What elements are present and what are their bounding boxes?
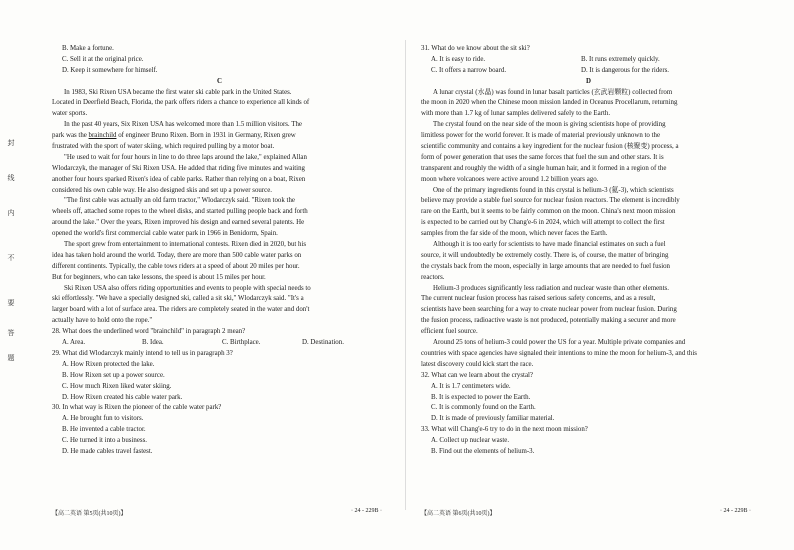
option-item[interactable]: B. Idea. xyxy=(142,339,164,347)
text-line: opened the world's first commercial cable water park in 1966 in Benidorm, Spain. xyxy=(52,230,278,238)
option-line: D. How Rixen created his cable water park. xyxy=(62,393,183,401)
option-line: D. He made cables travel fastest. xyxy=(62,447,153,455)
text-line: But for beginners, who can take lessons, the speed is about 15 miles per hour. xyxy=(52,273,266,281)
text-line: the crystals back from the moon, especially in large amounts that are needed to fuel fusion xyxy=(421,262,671,270)
text-line: 33. What will Chang'e-6 try to do in the next moon mission? xyxy=(421,426,588,434)
option-line: D. It is made of previously familiar material. xyxy=(431,415,555,423)
option-item[interactable]: B. It runs extremely quickly. xyxy=(581,55,660,63)
margin-char: 要 xyxy=(7,299,15,307)
underlined-word: brainchild xyxy=(88,132,117,140)
option-line: B. How Rixen set up a power source. xyxy=(62,371,165,379)
paper-code: · 24 - 229B · xyxy=(720,508,751,514)
text-line: moon where volcanoes were active around 1.2 billion years ago. xyxy=(421,175,599,183)
text-line: the moon in 2020 when the Chinese moon mission landed in Oceanus Procellarum, returning xyxy=(421,99,678,107)
text-line: 32. What can we learn about the crystal? xyxy=(421,371,533,379)
text-line: water sports. xyxy=(52,110,88,118)
q31-options-row xyxy=(421,55,756,66)
page-number-label: 【高二英语 第5页(共10页)】 xyxy=(52,511,127,517)
text-line: ski effortlessly. "We have a specially designed ski, called a sit ski," Wlodarczyk said. "It's a xyxy=(52,295,304,303)
option-line: A. It is 1.7 centimeters wide. xyxy=(431,382,511,390)
text-line: A lunar crystal (水晶) was found in lunar basalt particles (玄武岩颗粒) collected from xyxy=(433,88,673,96)
section-heading: D xyxy=(586,77,591,85)
option-item[interactable]: D. Destination. xyxy=(302,339,344,347)
option-line: C. It is commonly found on the Earth. xyxy=(431,404,536,412)
text-line: considered his own cable way. He also designed skis and set up a power source. xyxy=(52,186,272,194)
right-column xyxy=(421,44,756,458)
section-heading: C xyxy=(217,77,222,85)
text-line: countries with space agencies have signaled their intentions to mine the moon for helium-3, and this xyxy=(421,349,697,357)
text-line: wheels off, attached some ropes to the wheel disks, and started pulling people back and forth xyxy=(52,208,308,216)
text-line: limitless power for the world forever. It is made of material previously unknown to the xyxy=(421,132,661,140)
text-line: In 1983, Ski Rixen USA became the first water ski cable park in the United States. xyxy=(64,88,292,96)
option-line: B. He invented a cable tractor. xyxy=(62,426,146,434)
column-divider xyxy=(405,40,406,510)
text-line: transparent and roughly the width of a single human hair, and it formed in a region of the xyxy=(421,164,667,172)
text-line: around the lake." Over the years, Rixen improved his design and earned several patents. He xyxy=(52,219,305,227)
margin-char: 答 xyxy=(7,329,15,337)
text-line: larger board with a lot of surface area. The riders are completely seated in the water and don't xyxy=(52,306,310,314)
q31-options-row xyxy=(421,66,756,77)
binding-margin xyxy=(4,40,18,510)
text-line: Helium-3 produces significantly less radiation and nuclear waste than other elements. xyxy=(433,284,669,292)
question-line: 29. What did Wlodarczyk mainly intend to tell us in paragraph 3? xyxy=(52,349,233,357)
text-line: Around 25 tons of helium-3 could power the US for a year. Multiple private companies and xyxy=(433,339,686,347)
page-number-label: 【高二英语 第6页(共10页)】 xyxy=(421,511,496,517)
text-line: The sport grew from entertainment to international contests. Rixen died in 2020, but his xyxy=(64,241,307,249)
text-line: "He used to wait for four hours in line to do three laps around the lake," explained Allan xyxy=(64,153,307,161)
option-item[interactable]: C. It offers a narrow board. xyxy=(431,66,507,74)
margin-char: 内 xyxy=(7,209,15,217)
option-line: D. Keep it somewhere for himself. xyxy=(62,66,158,74)
option-line: B. Make a fortune. xyxy=(62,45,114,52)
option-item[interactable]: A. It is easy to ride. xyxy=(431,55,486,63)
left-column xyxy=(52,44,387,458)
text-line: different continents. Typically, the cable tows riders at a speed of about 20 miles per hour. xyxy=(52,262,300,270)
text-line: source, it will undoubtedly be extremely costly. There is, of course, the matter of bringing xyxy=(421,251,669,259)
text-line: Wlodarczyk, the manager of Ski Rixen USA. He added that riding five minutes and waiting xyxy=(52,164,305,172)
text-line: another four hours sparked Rixen's idea of cable parks. Rather than relying on a boat, Rixen xyxy=(52,175,306,183)
text-line: In the past 40 years, Six Rixen USA has welcomed more than 1.5 million visitors. The xyxy=(64,121,302,129)
text-line: Located in Deerfield Beach, Florida, the park offers riders a chance to experience all kinds of xyxy=(52,99,310,107)
option-line: B. Find out the elements of helium-3. xyxy=(431,447,535,455)
text-line: efficient fuel source. xyxy=(421,328,478,336)
text-line: scientific community and contains a key ingredient for the nuclear fusion (核聚变) process, a xyxy=(421,143,679,151)
text-line: reactors. xyxy=(421,273,445,281)
text-line: is expected to be carried out by Chang'e-6 in 2024, which will attempt to collect the first xyxy=(421,219,665,227)
text-line: Ski Rixen USA also offers riding opportunities and events to people with special needs to xyxy=(64,284,311,292)
text-line: The current nuclear fusion process has raised serious safety concerns, and as a result, xyxy=(421,295,656,303)
option-line: C. He turned it into a business. xyxy=(62,437,147,445)
option-item[interactable]: C. Birthplace. xyxy=(222,339,261,347)
margin-char: 线 xyxy=(7,174,15,182)
text-line: 28. What does the underlined word "brainchild" in paragraph 2 mean? xyxy=(52,328,246,336)
text-line: latest discovery could kick start the race. xyxy=(421,360,534,368)
paper-code: · 24 - 229B · xyxy=(351,508,382,514)
question-line: 30. In what way is Rixen the pioneer of the cable water park? xyxy=(52,404,222,412)
text-line: frustrated with the sport of water skiing, which required pulling by a motor boat. xyxy=(52,143,275,151)
option-line: A. Collect up nuclear waste. xyxy=(431,437,510,445)
text-line: scientists have been searching for a way to create nuclear power from nuclear fusion. During xyxy=(421,306,677,314)
option-line: C. How much Rixen liked water skiing. xyxy=(62,382,172,390)
margin-char: 不 xyxy=(7,254,15,262)
option-item[interactable]: D. It is dangerous for the riders. xyxy=(581,66,670,74)
option-item[interactable]: A. Area. xyxy=(62,339,86,347)
option-line: A. He brought fun to visitors. xyxy=(62,415,144,423)
option-line: B. It is expected to power the Earth. xyxy=(431,393,531,401)
margin-char: 封 xyxy=(7,139,15,147)
text-line: form of power generation that uses the same forces that fuel the sun and other stars. It is xyxy=(421,153,664,161)
text-line: the fusion process, radioactive waste is not produced, potentially making a securer and more xyxy=(421,317,676,325)
text-line: believe may provide a stable fuel source for nuclear fusion reactors. The element is incredibly xyxy=(421,197,680,205)
question-line: 31. What do we know about the sit ski? xyxy=(421,45,530,52)
text-line: actually have to hold onto the rope." xyxy=(52,317,153,325)
text-line: rare on the Earth, but it seems to be fairly common on the moon. China's next moon mission xyxy=(421,208,676,216)
text-line: "The first cable was actually an old farm tractor," Wlodarczyk said. "Rixen took the xyxy=(64,197,295,205)
option-line: C. Sell it at the original price. xyxy=(62,55,144,63)
option-line: A. How Rixen protected the lake. xyxy=(62,360,155,368)
text-line: samples from the far side of the moon, which never faces the Earth. xyxy=(421,230,608,238)
text-line: park was the brainchild of engineer Bruno Rixen. Born in 1931 in Germany, Rixen grew xyxy=(52,132,296,140)
text-line: The crystal found on the near side of the moon is giving scientists hope of providing xyxy=(433,121,666,129)
text-line: idea has taken hold around the world. Today, there are more than 500 cable water parks on xyxy=(52,251,302,259)
text-line: Although it is too early for scientists to have made financial estimates on such a fuel xyxy=(433,241,666,249)
margin-char: 题 xyxy=(7,354,15,362)
text-line: One of the primary ingredients found in this crystal is helium-3 (氦-3), which scientists xyxy=(433,186,674,194)
q28-options xyxy=(52,338,387,349)
text-line: with more than 1.7 kg of lunar samples delivered safely to the Earth. xyxy=(421,110,611,118)
